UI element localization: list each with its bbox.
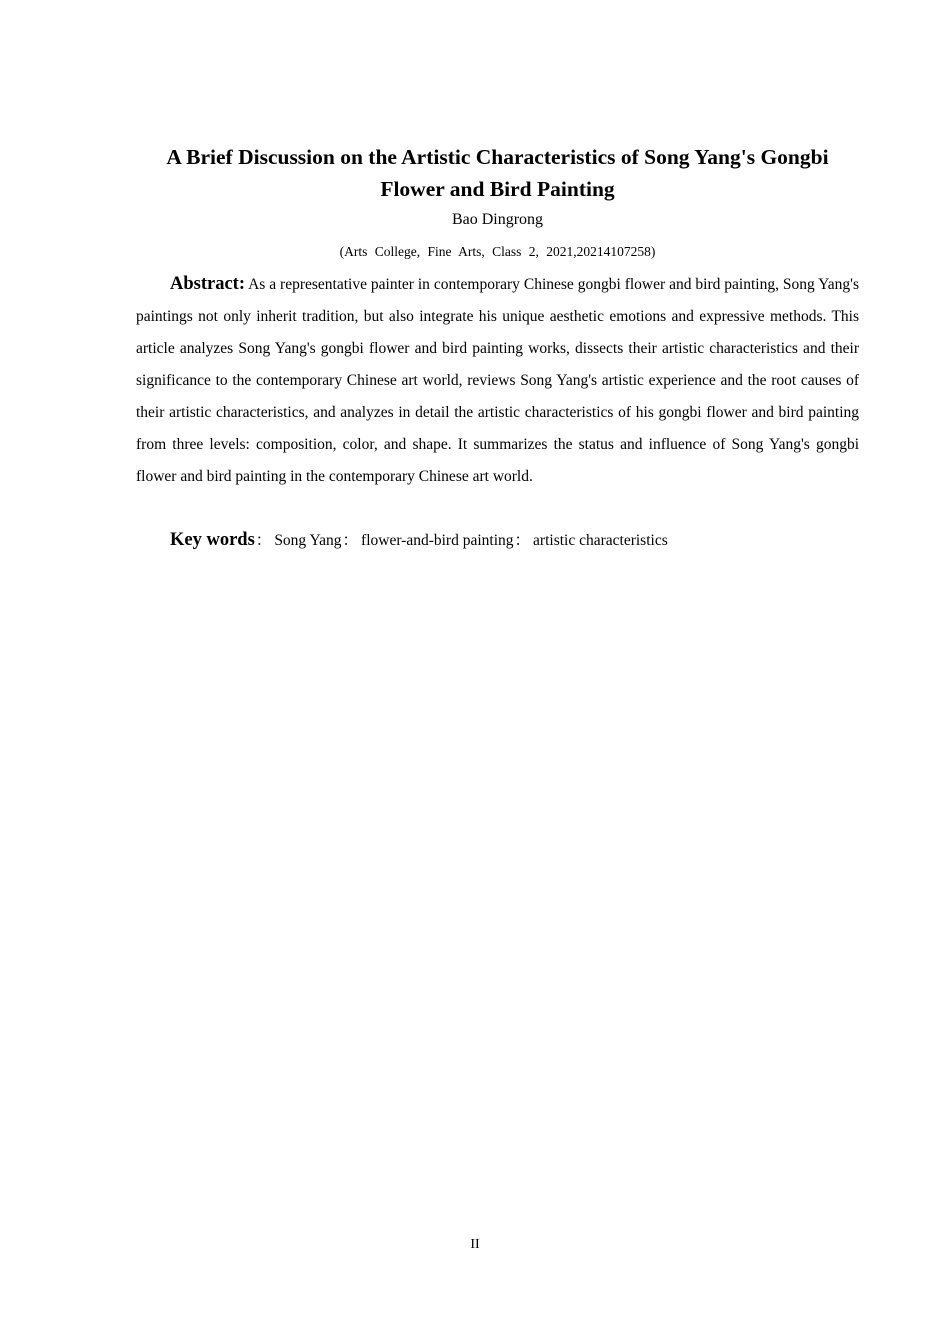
keyword-item: artistic characteristics	[533, 532, 668, 549]
abstract-paragraph	[136, 268, 859, 493]
keyword-item: Song Yang	[274, 532, 342, 549]
author-affiliation: (Arts College, Fine Arts, Class 2, 2021,20214107258)	[339, 244, 656, 259]
keyword-item: flower-and-bird painting	[361, 532, 514, 549]
author-name: Bao Dingrong	[451, 211, 544, 228]
abstract-text: As a representative painter in contemporary Chinese gongbi flower and bird painting, Song Yang's paintings not only inherit tradition, but also integrate his unique aesthetic emotions and expressive methods. This article analyzes Song Yang's gongbi flower and bird painting works, dissects their artistic characteristics and their significance to the contemporary Chinese art world, reviews Song Yang's artistic experience and the root causes of their artistic characteristics, and analyzes in detail the artistic characteristics of his gongbi flower and bird painting from three levels: composition, color, and shape. It summarizes the status and influence of Song Yang's gongbi flower and bird painting in the contemporary Chinese art world.	[136, 276, 859, 485]
abstract-label: Abstract:	[170, 274, 246, 294]
page-number: II	[470, 1237, 480, 1252]
keywords-separator: ：	[514, 532, 531, 549]
keywords-separator: ：	[255, 532, 272, 549]
paper-title: A Brief Discussion on the Artistic Characteristics of Song Yang's Gongbi Flower and Bird Painting	[166, 145, 829, 201]
keywords-separator: ：	[342, 532, 359, 549]
keywords-label: Key words	[170, 530, 255, 550]
keywords-paragraph	[136, 524, 859, 557]
